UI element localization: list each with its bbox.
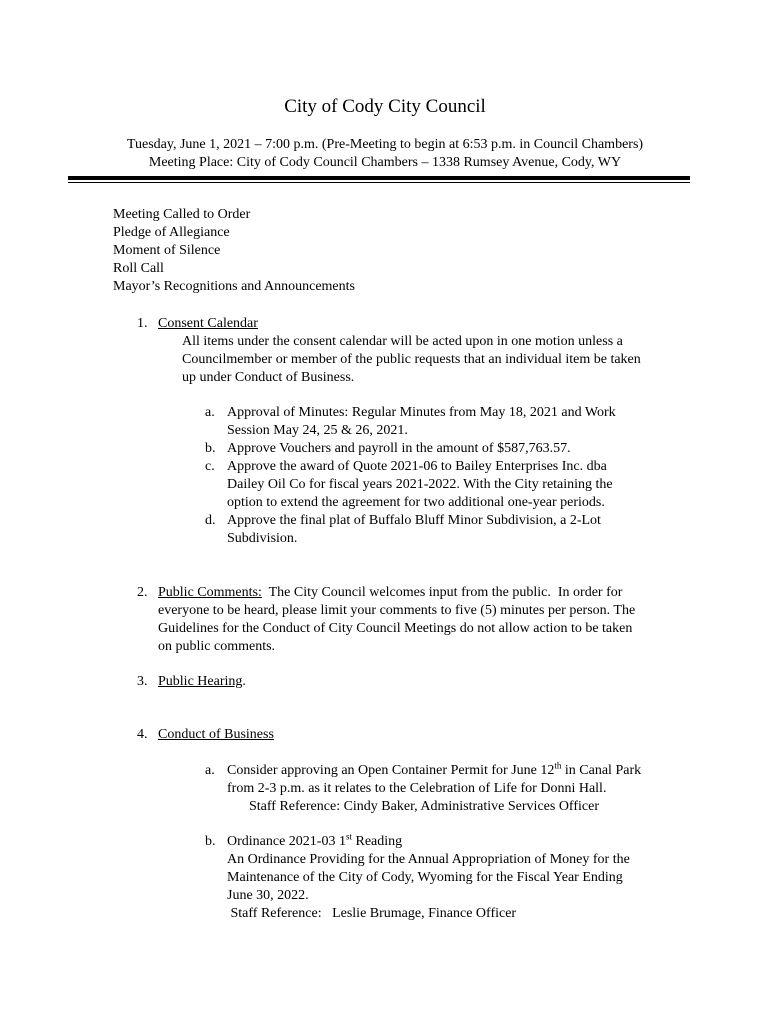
item-number: 2. bbox=[137, 585, 148, 600]
subitem-line: Subdivision. bbox=[227, 531, 298, 546]
staff-reference: Staff Reference: Cindy Baker, Administrative Services Officer bbox=[249, 799, 599, 814]
text-run: in Canal Park bbox=[561, 763, 642, 778]
meeting-place-line: Meeting Place: City of Cody Council Chambers – 1338 Rumsey Avenue, Cody, WY bbox=[148, 155, 622, 170]
description-line: All items under the consent calendar will be acted upon in one motion unless a bbox=[182, 334, 623, 349]
list-item: Roll Call bbox=[113, 261, 164, 276]
opening-items-list bbox=[113, 206, 355, 296]
text-run: Reading bbox=[351, 834, 403, 849]
description-line: up under Conduct of Business. bbox=[182, 370, 355, 385]
subitem-text bbox=[227, 833, 630, 923]
subitem-line: An Ordinance Providing for the Annual Appropriation of Money for the bbox=[227, 852, 630, 867]
subitem-line: June 30, 2022. bbox=[227, 888, 309, 903]
paragraph-line: everyone to be heard, please limit your comments to five (5) minutes per person. The bbox=[158, 603, 636, 618]
subitem-line: Session May 24, 25 & 26, 2021. bbox=[227, 423, 408, 438]
subitem-text bbox=[227, 440, 571, 458]
subitem-line bbox=[227, 762, 641, 780]
subitem-line: Approve the final plat of Buffalo Bluff Minor Subdivision, a 2-Lot bbox=[227, 513, 601, 528]
subitem-letter: c. bbox=[205, 459, 215, 474]
list-item: Meeting Called to Order bbox=[113, 207, 251, 222]
header-divider-thin bbox=[68, 182, 690, 183]
consent-calendar-description bbox=[182, 333, 641, 387]
subitem-line: Dailey Oil Co for fiscal years 2021-2022. With the City retaining the bbox=[227, 477, 613, 492]
subitem-letter: d. bbox=[205, 513, 216, 528]
paragraph-line: on public comments. bbox=[158, 639, 276, 654]
subitem-line: Approve Vouchers and payroll in the amount of $587,763.57. bbox=[227, 441, 571, 456]
subitem-line: from 2-3 p.m. as it relates to the Celebration of Life for Donni Hall. bbox=[227, 781, 607, 796]
list-item: Pledge of Allegiance bbox=[113, 225, 230, 240]
public-comments-text bbox=[158, 602, 635, 656]
consent-calendar-heading: Consent Calendar bbox=[158, 316, 258, 331]
subitem-text bbox=[227, 762, 641, 798]
text-run: Ordinance 2021-03 1 bbox=[227, 834, 346, 849]
item-number: 1. bbox=[137, 316, 148, 331]
public-hearing-heading: Public Hearing bbox=[158, 674, 243, 689]
subitem-line: Approve the award of Quote 2021-06 to Bailey Enterprises Inc. dba bbox=[227, 459, 607, 474]
paragraph-line: Guidelines for the Conduct of City Council Meetings do not allow action to be taken bbox=[158, 621, 633, 636]
item-number: 4. bbox=[137, 727, 148, 742]
conduct-of-business-heading: Conduct of Business bbox=[158, 727, 274, 742]
subitem-letter: a. bbox=[205, 763, 215, 778]
superscript: th bbox=[554, 760, 562, 771]
staff-reference: Staff Reference: Leslie Brumage, Finance Officer bbox=[227, 906, 517, 921]
subitem-letter: b. bbox=[205, 834, 216, 849]
public-comments-heading: Public Comments: bbox=[158, 585, 262, 600]
subitem-letter: a. bbox=[205, 405, 215, 420]
superscript: st bbox=[345, 831, 352, 842]
subitem-letter: b. bbox=[205, 441, 216, 456]
description-line: Councilmember or member of the public requests that an individual item be taken bbox=[182, 352, 641, 367]
text-run: Consider approving an Open Container Permit for June 12 bbox=[227, 763, 555, 778]
page-title: City of Cody City Council bbox=[284, 96, 486, 117]
public-hearing-line bbox=[158, 673, 246, 691]
header-divider-thick bbox=[68, 176, 690, 180]
list-item: Moment of Silence bbox=[113, 243, 221, 258]
public-comments-first-line bbox=[158, 584, 622, 602]
subitem-text bbox=[227, 458, 613, 512]
subitem-line: Maintenance of the City of Cody, Wyoming for the Fiscal Year Ending bbox=[227, 870, 623, 885]
subitem-line: option to extend the agreement for two additional one-year periods. bbox=[227, 495, 605, 510]
subitem-text bbox=[227, 512, 601, 548]
subitem-line: Approval of Minutes: Regular Minutes from May 18, 2021 and Work bbox=[227, 405, 616, 420]
public-comments-intro: The City Council welcomes input from the public. In order for bbox=[261, 585, 623, 600]
subitem-line bbox=[227, 833, 630, 851]
trailing-period: . bbox=[242, 674, 246, 689]
meeting-time-line: Tuesday, June 1, 2021 – 7:00 p.m. (Pre-Meeting to begin at 6:53 p.m. in Council Chambers) bbox=[126, 137, 644, 152]
list-item: Mayor’s Recognitions and Announcements bbox=[113, 279, 355, 294]
item-number: 3. bbox=[137, 674, 148, 689]
subitem-text bbox=[227, 404, 616, 440]
